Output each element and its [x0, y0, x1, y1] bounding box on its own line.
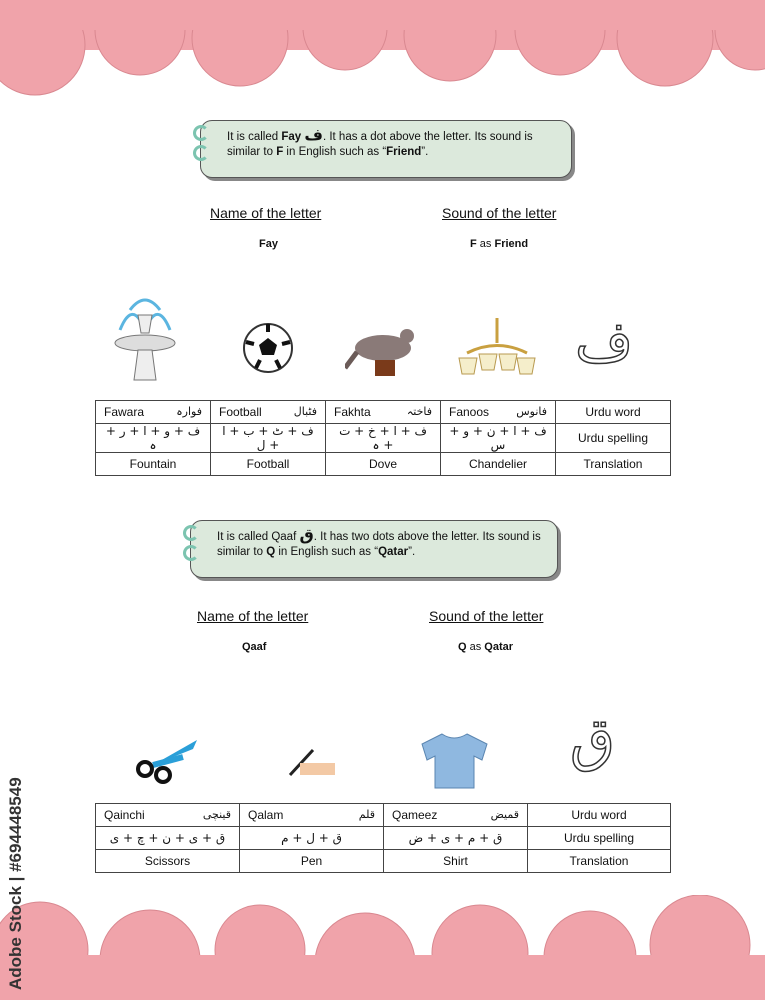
- letter-name: Fay: [281, 131, 302, 143]
- table-row: [96, 850, 671, 873]
- translation-cell: Pen: [240, 850, 384, 873]
- table-row: [96, 453, 671, 476]
- football-image: [242, 322, 294, 374]
- info-text: It is called Qaaf: [217, 531, 300, 543]
- name-value: Qaaf: [242, 641, 267, 653]
- shirt-image: [417, 730, 492, 790]
- name-heading: Name of the letter: [210, 205, 322, 221]
- word-cell: Fakhta فاختہ: [326, 401, 441, 424]
- spelling-cell: ف + ا + خ + ت + ہ: [326, 424, 441, 453]
- word-cell: Qainchi قینچی: [96, 804, 240, 827]
- row-label: Urdu word: [556, 401, 671, 424]
- spelling-cell: ق + م + ی + ض: [384, 827, 528, 850]
- spelling-cell: ف + ٹ + ب + ا + ل: [211, 424, 326, 453]
- translation-cell: Football: [211, 453, 326, 476]
- word-cell: Football فٹبال: [211, 401, 326, 424]
- spiral-ring-icon: [193, 145, 209, 161]
- sound-heading: Sound of the letter: [429, 608, 544, 624]
- pen-image: [285, 745, 340, 780]
- info-box-fay: [200, 120, 572, 178]
- translation-cell: Scissors: [96, 850, 240, 873]
- sound-value: Q as Qatar: [458, 641, 514, 653]
- spelling-cell: ف + و + ا + ر + ہ: [96, 424, 211, 453]
- urdu-letter: ق: [299, 525, 314, 544]
- info-text: in English such as “: [275, 546, 379, 558]
- scissors-image: [133, 735, 201, 785]
- word-cell: Fanoos فانوس: [441, 401, 556, 424]
- qaaf-words-table: [95, 803, 671, 873]
- info-text: It is called: [227, 131, 282, 143]
- row-label: Urdu spelling: [556, 424, 671, 453]
- bottom-cloud-border: [0, 895, 765, 1000]
- spiral-ring-icon: [183, 525, 199, 541]
- translation-cell: Shirt: [384, 850, 528, 873]
- info-text: ”.: [408, 546, 416, 558]
- sound-value: F as Friend: [470, 238, 529, 250]
- info-text: . It has two dots above the letter. Its sound is similar to: [217, 531, 541, 558]
- word-cell: Qalam قلم: [240, 804, 384, 827]
- chandelier-image: [457, 318, 537, 378]
- table-row: [96, 401, 671, 424]
- qaaf-letter-outline: ق: [570, 705, 616, 773]
- row-label: Urdu spelling: [528, 827, 671, 850]
- sound-heading: Sound of the letter: [442, 205, 557, 221]
- fay-words-table: [95, 400, 671, 476]
- row-label: Urdu word: [528, 804, 671, 827]
- example-word: Qatar: [378, 546, 409, 558]
- fountain-image: [110, 295, 180, 385]
- example-word: Friend: [386, 146, 422, 158]
- info-text: . It has a dot above the letter. Its sound is similar to: [227, 131, 533, 158]
- info-text: ”.: [421, 146, 429, 158]
- english-letter: Q: [266, 546, 276, 558]
- spelling-cell: ف + ا + ن + و + س: [441, 424, 556, 453]
- info-box-qaaf: [190, 520, 558, 578]
- table-row: [96, 424, 671, 453]
- english-letter: F: [276, 146, 284, 158]
- spiral-ring-icon: [183, 545, 199, 561]
- spelling-cell: ق + ل + م: [240, 827, 384, 850]
- watermark: Adobe Stock | #694448549: [6, 777, 25, 990]
- name-value: Fay: [259, 238, 278, 250]
- spiral-ring-icon: [193, 125, 209, 141]
- name-heading: Name of the letter: [197, 608, 309, 624]
- translation-cell: Dove: [326, 453, 441, 476]
- fay-letter-outline: ف: [575, 310, 634, 375]
- urdu-letter: ف: [304, 125, 323, 144]
- word-cell: Qameez قمیض: [384, 804, 528, 827]
- spelling-cell: ق + ی + ن + چ + ی: [96, 827, 240, 850]
- table-row: [96, 827, 671, 850]
- translation-cell: Chandelier: [441, 453, 556, 476]
- translation-cell: Fountain: [96, 453, 211, 476]
- row-label: Translation: [556, 453, 671, 476]
- top-cloud-border: [0, 0, 765, 100]
- info-text: in English such as “: [283, 146, 387, 158]
- word-cell: Fawara فوارہ: [96, 401, 211, 424]
- dove-image: [345, 320, 420, 380]
- table-row: [96, 804, 671, 827]
- row-label: Translation: [528, 850, 671, 873]
